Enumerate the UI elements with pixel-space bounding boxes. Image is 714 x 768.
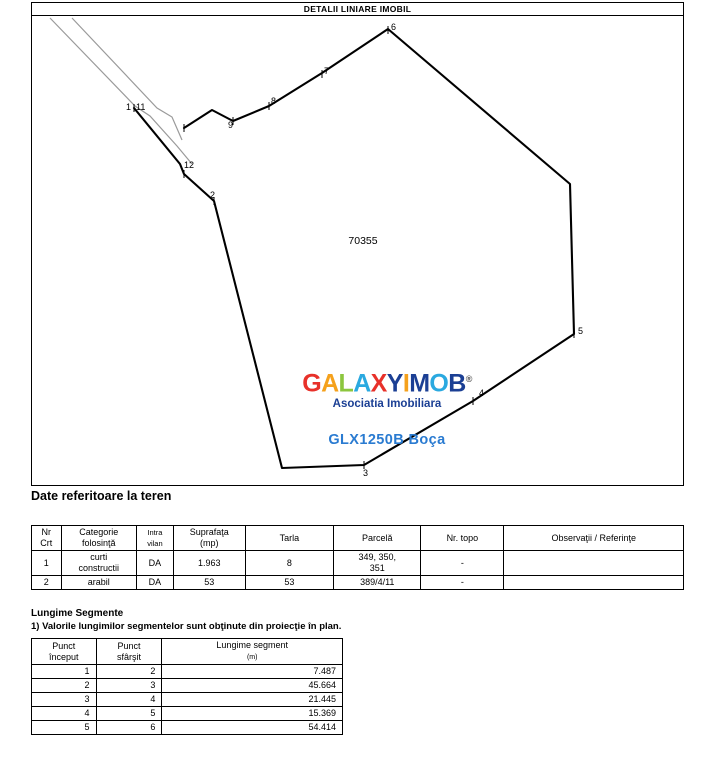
cell-punct-sfarsit: 5 xyxy=(96,707,162,721)
access-road-right-edge xyxy=(72,18,182,140)
table-header-row xyxy=(32,526,684,551)
cell-intravilan: DA xyxy=(136,551,173,576)
watermark-logo: GALAXYIMOB® xyxy=(302,369,472,398)
header-observatii: Observaţii / Referinţe xyxy=(504,526,684,551)
header-punct-sfarsit-line1: Punct xyxy=(117,640,141,651)
vertex-label-8: 8 xyxy=(271,96,277,106)
cell-nr: 2 xyxy=(32,576,62,590)
cell-categorie-line1: curti xyxy=(90,552,108,562)
cell-nr: 1 xyxy=(32,551,62,576)
header-intravilan-line1: Intra xyxy=(147,528,163,537)
header-suprafata-line2: (mp) xyxy=(200,538,219,548)
cadastral-plan xyxy=(31,16,684,486)
vertex-label-12: 12 xyxy=(184,160,195,170)
vertex-label-6: 6 xyxy=(391,22,397,32)
cell-parcela-line1: 349, 350, xyxy=(358,552,397,562)
cell-punct-sfarsit: 6 xyxy=(96,721,162,735)
plan-drawing xyxy=(32,16,683,485)
header-intravilan-line2: vilan xyxy=(147,539,163,548)
cell-lungime: 7.487 xyxy=(162,665,343,679)
cell-nr-topo: - xyxy=(421,551,504,576)
cell-punct-sfarsit: 4 xyxy=(96,693,162,707)
header-nr-line1: Nr xyxy=(41,527,52,537)
watermark-tagline: Asociatia Imobiliara xyxy=(332,398,442,411)
cell-punct-inceput: 2 xyxy=(32,679,97,693)
header-parcela: Parcelă xyxy=(334,526,421,551)
cell-lungime: 21.445 xyxy=(162,693,343,707)
cell-suprafata: 53 xyxy=(173,576,245,590)
cell-punct-inceput: 1 xyxy=(32,665,97,679)
vertex-label-2: 2 xyxy=(210,190,216,200)
cell-suprafata: 1.963 xyxy=(173,551,245,576)
table-row xyxy=(32,721,343,735)
table-date-teren xyxy=(31,525,684,590)
section-title-teren: Date referitoare la teren xyxy=(31,489,172,503)
cell-observatii xyxy=(504,551,684,576)
cell-punct-inceput: 5 xyxy=(32,721,97,735)
cell-tarla: 53 xyxy=(245,576,334,590)
table-header-row xyxy=(32,639,343,665)
header-punct-inceput-line2: început xyxy=(48,651,79,662)
segmente-note: 1) Valorile lungimilor segmentelor sunt obţinute din proiecţie în plan. xyxy=(31,621,342,632)
cell-punct-sfarsit: 2 xyxy=(96,665,162,679)
header-punct-inceput xyxy=(32,639,97,665)
parcel-boundary xyxy=(134,29,574,468)
cell-punct-inceput: 4 xyxy=(32,707,97,721)
table-row xyxy=(32,665,343,679)
access-road-left-edge xyxy=(50,18,192,164)
cell-intravilan: DA xyxy=(136,576,173,590)
vertex-label-4: 4 xyxy=(479,388,485,398)
vertex-label-10: 1 xyxy=(126,102,132,112)
header-categorie-line1: Categorie xyxy=(79,527,119,537)
table-row xyxy=(32,693,343,707)
header-intravilan xyxy=(136,526,173,551)
header-lungime-line2: (m) xyxy=(246,654,258,661)
vertex-label-5: 5 xyxy=(578,326,584,336)
header-categorie xyxy=(61,526,136,551)
cell-lungime: 15.369 xyxy=(162,707,343,721)
cell-punct-sfarsit: 3 xyxy=(96,679,162,693)
header-categorie-line2: folosinţă xyxy=(81,538,116,548)
cell-categorie: arabil xyxy=(61,576,136,590)
vertex-label-9: 9 xyxy=(228,120,234,130)
cell-parcela-line2: 351 xyxy=(369,563,385,573)
parcel-number-label: 70355 xyxy=(348,235,378,247)
table-row xyxy=(32,551,684,576)
header-lungime-segment xyxy=(162,639,343,665)
page-title: DETALII LINIARE IMOBIL xyxy=(31,2,684,16)
header-punct-inceput-line1: Punct xyxy=(52,640,76,651)
cell-categorie xyxy=(61,551,136,576)
header-nr-line2: Crt xyxy=(40,538,53,548)
header-lungime-line1: Lungime segment xyxy=(216,640,288,650)
cell-nr-topo: - xyxy=(421,576,504,590)
table-row xyxy=(32,576,684,590)
cell-lungime: 54.414 xyxy=(162,721,343,735)
header-tarla: Tarla xyxy=(245,526,334,551)
cell-categorie-line2: constructii xyxy=(78,563,119,573)
vertex-label-11: 11 xyxy=(136,102,146,112)
table-row xyxy=(32,707,343,721)
header-suprafata xyxy=(173,526,245,551)
cell-observatii xyxy=(504,576,684,590)
section-title-lungime-segmente: Lungime Segmente xyxy=(31,608,124,619)
header-punct-sfarsit-line2: sfârşit xyxy=(116,651,141,662)
table-lungime-segmente xyxy=(31,638,343,735)
header-suprafata-line1: Suprafaţa xyxy=(189,527,229,537)
watermark-reference: GLX1250B Boça xyxy=(328,432,446,449)
cell-lungime: 45.664 xyxy=(162,679,343,693)
table-row xyxy=(32,679,343,693)
registered-mark: ® xyxy=(465,374,472,384)
cell-tarla: 8 xyxy=(245,551,334,576)
header-nr-topo: Nr. topo xyxy=(421,526,504,551)
vertex-label-7: 7 xyxy=(324,66,330,76)
vertex-label-3: 3 xyxy=(363,468,369,478)
header-punct-sfarsit xyxy=(96,639,162,665)
cell-parcela: 389/4/11 xyxy=(334,576,421,590)
cell-parcela xyxy=(334,551,421,576)
header-nr xyxy=(32,526,62,551)
cell-punct-inceput: 3 xyxy=(32,693,97,707)
